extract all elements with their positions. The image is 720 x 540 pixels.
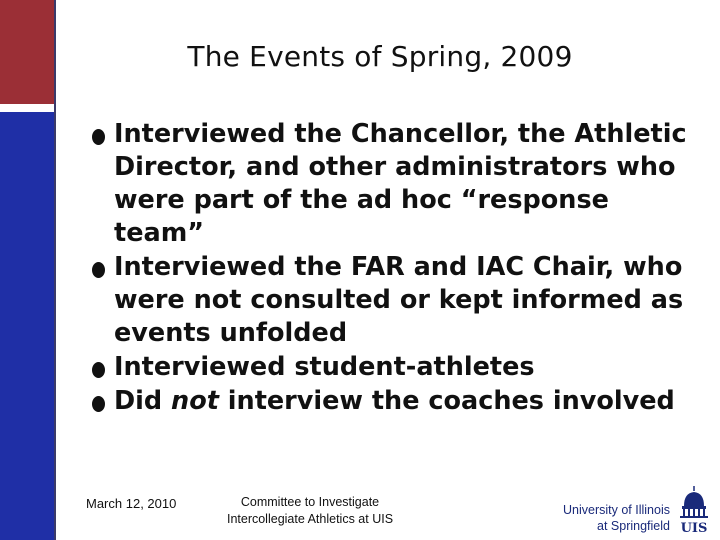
bullet-dot-icon <box>92 262 105 278</box>
bullet-item <box>92 351 702 384</box>
footer-committee <box>200 494 420 528</box>
svg-text:UIS: UIS <box>680 521 708 534</box>
footer-university <box>540 502 670 534</box>
bullet-item <box>92 251 702 350</box>
bullet-dot-icon <box>92 362 105 378</box>
bullet-text: Interviewed the FAR and IAC Chair, who were not consulted or kept informed as events unfolded <box>114 252 684 348</box>
footer-committee-line1: Committee to Investigate <box>240 495 380 509</box>
bullet-item <box>92 385 702 418</box>
bullet-text-prefix: Did <box>114 386 172 416</box>
bullet-list <box>92 118 702 419</box>
slide-title: The Events of Spring, 2009 <box>187 40 573 73</box>
blue-accent-bar <box>0 112 54 540</box>
bullet-text: Interviewed student-athletes <box>114 352 535 382</box>
bullet-text: Interviewed the Chancellor, the Athletic Director, and other administrators who were part of the ad hoc “response team” <box>114 119 687 248</box>
bullet-dot-icon <box>92 129 105 145</box>
footer-date: March 12, 2010 <box>86 496 177 511</box>
vertical-divider <box>54 0 56 540</box>
footer-university-line1: University of Illinois <box>563 503 670 517</box>
red-accent-bar <box>0 0 54 104</box>
bullet-dot-icon <box>92 396 105 412</box>
bullet-text-suffix: interview the coaches involved <box>218 386 675 416</box>
footer-university-line2: at Springfield <box>597 519 670 533</box>
uis-dome-logo-icon <box>674 484 714 534</box>
footer-committee-line2: Intercollegiate Athletics at UIS <box>226 512 394 526</box>
bullet-text-emphasis: not <box>171 386 219 416</box>
bullet-item <box>92 118 702 250</box>
